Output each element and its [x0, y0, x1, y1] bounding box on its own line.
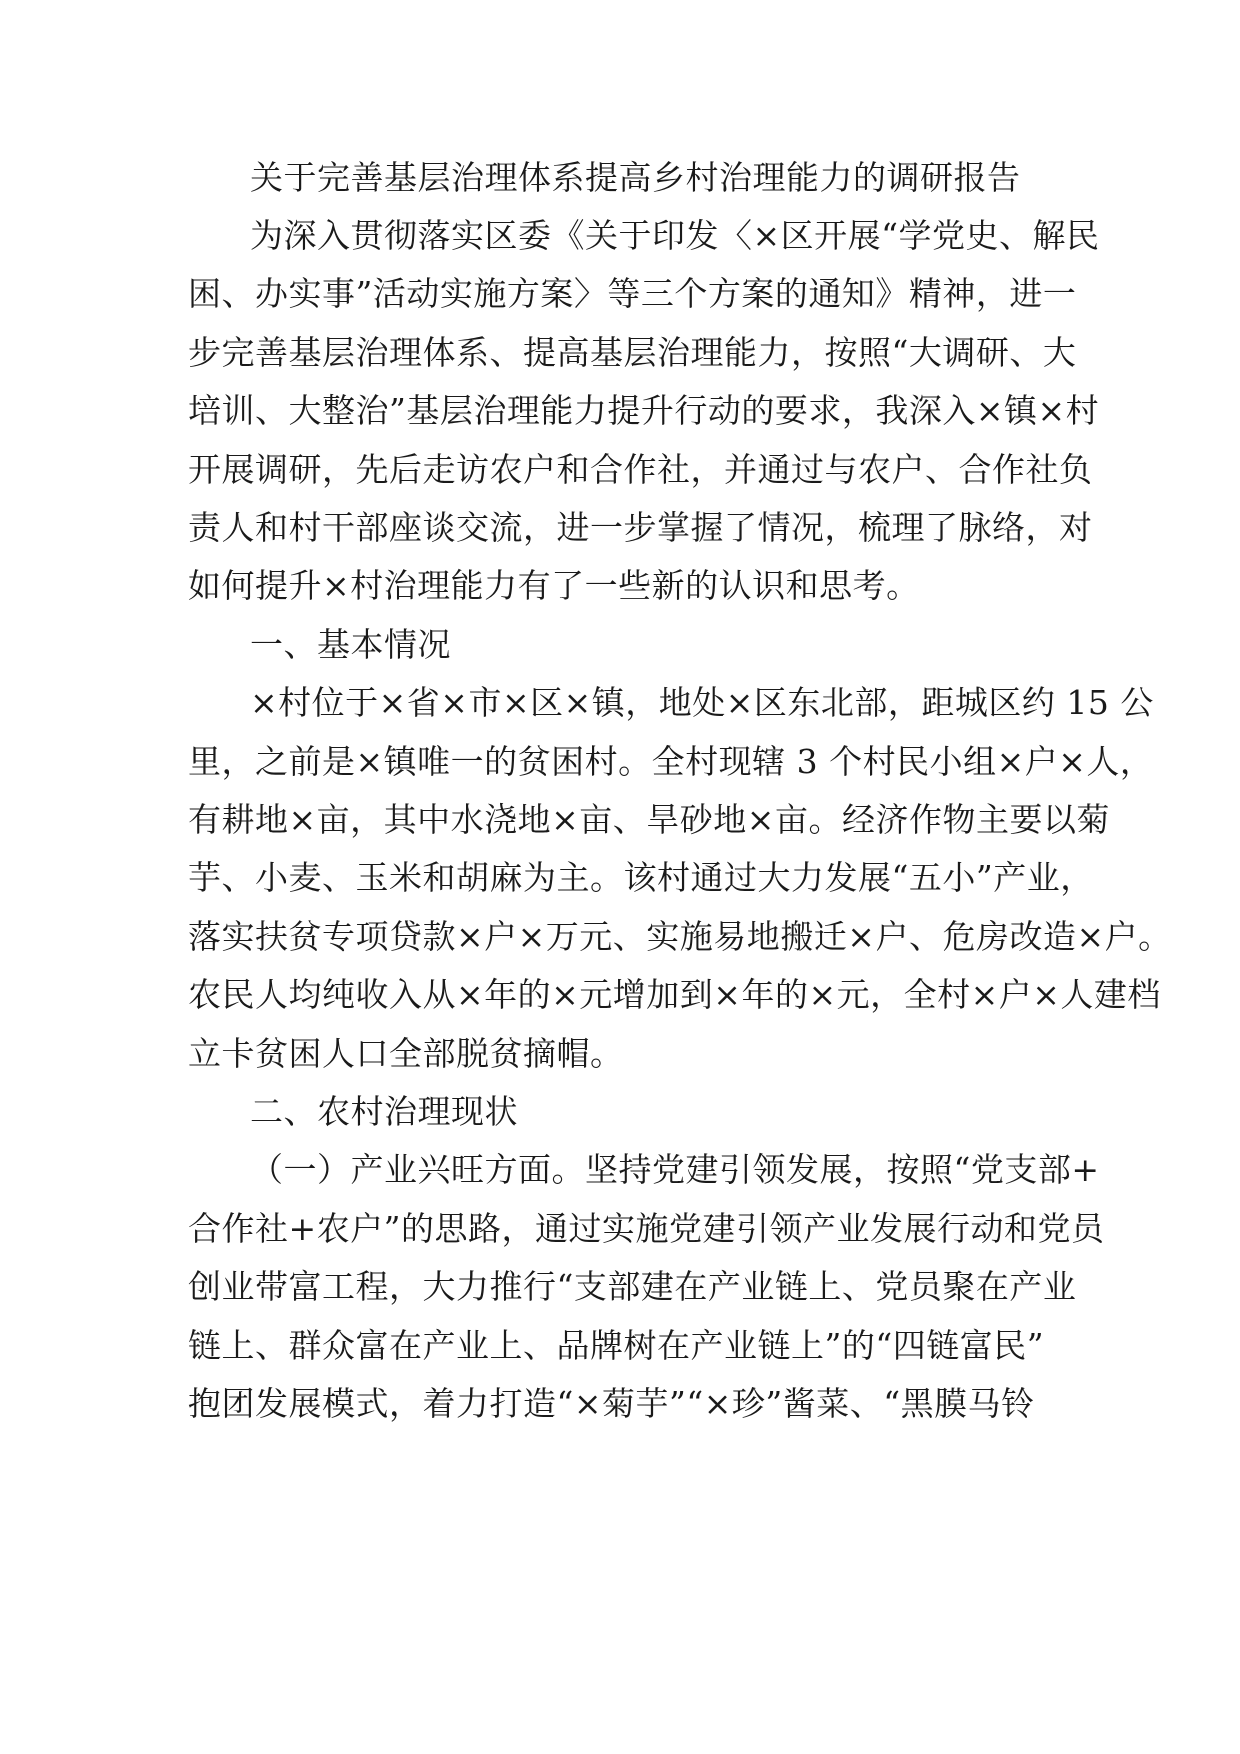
text-line: 抱团发展模式，着力打造“×菊芋”“×珍”酱菜、“黑膜马铃	[188, 1384, 1035, 1423]
text-line: 步完善基层治理体系、提高基层治理能力，按照“大调研、大	[188, 333, 1077, 372]
text-line: 合作社+农户”的思路，通过实施党建引领产业发展行动和党员	[188, 1209, 1105, 1248]
text-line: ×村位于×省×市×区×镇，地处×区东北部，距城区约 15 公	[250, 683, 1154, 722]
text-line: 农民人均纯收入从×年的×元增加到×年的×元，全村×户×人建档	[188, 975, 1161, 1014]
text-line: 里，之前是×镇唯一的贫困村。全村现辖 3 个村民小组×户×人，	[188, 742, 1154, 781]
text-line: 培训、大整治”基层治理能力提升行动的要求，我深入×镇×村	[188, 391, 1100, 430]
text-line: 立卡贫困人口全部脱贫摘帽。	[188, 1034, 624, 1073]
text-line: 落实扶贫专项贷款×户×万元、实施易地搬迁×户、危房改造×户。	[188, 917, 1172, 956]
text-line: （一）产业兴旺方面。坚持党建引领发展，按照“党支部+	[250, 1150, 1100, 1189]
text-line: 为深入贯彻落实区委《关于印发〈×区开展“学党史、解民	[250, 216, 1100, 255]
text-line: 一、基本情况	[250, 625, 451, 664]
text-line: 如何提升×村治理能力有了一些新的认识和思考。	[188, 566, 920, 605]
text-line: 创业带富工程，大力推行“支部建在产业链上、党员聚在产业	[188, 1267, 1077, 1306]
document-title: 关于完善基层治理体系提高乡村治理能力的调研报告	[250, 158, 1021, 197]
text-line: 困、办实事”活动实施方案〉等三个方案的通知》精神，进一	[188, 274, 1077, 313]
text-line: 链上、群众富在产业上、品牌树在产业链上”的“四链富民”	[188, 1326, 1045, 1365]
text-line: 责人和村干部座谈交流，进一步掌握了情况，梳理了脉络，对	[188, 508, 1093, 547]
text-line: 二、农村治理现状	[250, 1092, 518, 1131]
text-line: 芋、小麦、玉米和胡麻为主。该村通过大力发展“五小”产业，	[188, 858, 1094, 897]
text-line: 开展调研，先后走访农户和合作社，并通过与农户、合作社负	[188, 450, 1093, 489]
text-line: 有耕地×亩，其中水浇地×亩、旱砂地×亩。经济作物主要以菊	[188, 800, 1110, 839]
